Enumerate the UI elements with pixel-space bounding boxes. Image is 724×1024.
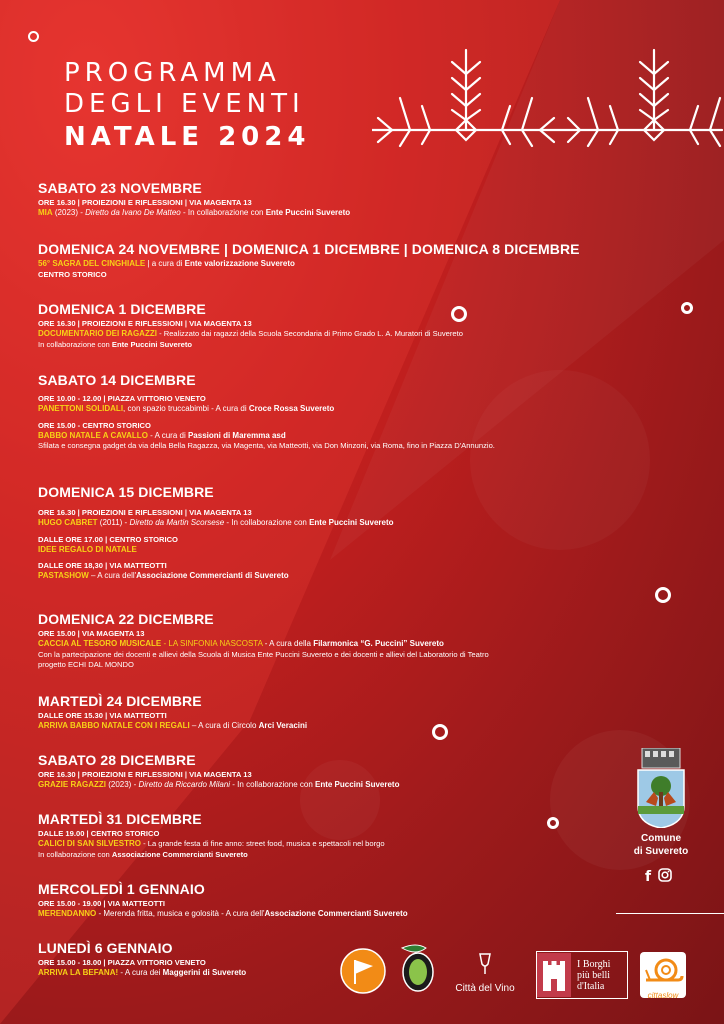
bandiera-arancione-logo [340, 948, 386, 999]
event [38, 829, 678, 860]
logo-label: cittaslow [647, 991, 679, 1000]
event-detail: - A cura di [147, 430, 188, 440]
event [38, 770, 678, 791]
event-org: Ente Puccini Suvereto [315, 780, 400, 789]
event-desc [38, 340, 678, 351]
event-meta: DALLE 19.00 | CENTRO STORICO [38, 829, 160, 838]
event-name: BABBO NATALE A CAVALLO [38, 430, 148, 440]
day-title: LUNEDÌ 6 GENNAIO [38, 940, 173, 956]
event-name: MIA [38, 208, 53, 217]
facebook-icon[interactable]: f [645, 869, 652, 885]
event-line [38, 208, 678, 219]
event-meta: ORE 15.00 - 18.00 | PIAZZA VITTORIO VENETO [38, 958, 206, 967]
wine-glass-icon [452, 952, 518, 978]
day-title: DOMENICA 24 NOVEMBRE | DOMENICA 1 DICEMBRE | DOMENICA 8 DICEMBRE [38, 241, 580, 257]
day-title: DOMENICA 22 DICEMBRE [38, 611, 214, 627]
event [38, 508, 678, 529]
day-title: SABATO 14 DICEMBRE [38, 372, 196, 388]
event [38, 421, 678, 452]
event [38, 711, 678, 732]
castle-icon [537, 953, 571, 997]
event-desc: Con la partecipazione dei docenti e allievi della Scuola di Musica Ente Puccini Suvereto e dei docenti e allievi del Laboratorio di Teatro [38, 649, 489, 659]
event-detail: - Merenda fritta, musica e golosità - A cura dell' [96, 909, 265, 918]
event-line [38, 839, 678, 850]
event-name: MERENDANNO [38, 909, 97, 918]
event-line [38, 639, 678, 650]
instagram-icon[interactable] [658, 868, 672, 882]
event-name: DOCUMENTARIO DEI RAGAZZI [38, 329, 157, 338]
comune-line-1: Comune [641, 833, 681, 844]
event-director: Diretto da Martin Scorsese [129, 518, 225, 527]
event-org: Associazione Commercianti Suvereto [111, 849, 248, 859]
event-meta: ORE 16.30 | PROIEZIONI E RIFLESSIONI | VIA MAGENTA 13 [38, 198, 252, 207]
title-line-3: NATALE 2024 [64, 122, 311, 152]
event-org: Ente Puccini Suvereto [265, 208, 351, 217]
day-block [38, 301, 678, 350]
day-block [38, 693, 678, 732]
event-detail: – A cura dell' [88, 571, 137, 580]
event [38, 198, 678, 219]
day-title: MERCOLEDÌ 1 GENNAIO [38, 881, 205, 897]
event-meta: ORE 16.30 | PROIEZIONI E RIFLESSIONI | VIA MAGENTA 13 [38, 770, 252, 779]
day-block [38, 241, 678, 280]
event-org: Associazione Commercianti di Suvereto [136, 571, 289, 580]
event-name: ARRIVA BABBO NATALE CON I REGALI [38, 721, 190, 730]
event-year: (2011) - [97, 518, 130, 527]
day-block [38, 611, 678, 671]
cittaslow-logo [640, 952, 686, 998]
event-detail: - A cura dei [118, 968, 163, 977]
event-sep: - In collaborazione con [224, 518, 310, 527]
event-desc: Sfilata e consegna gadget da via della Bella Ragazza, via Magenta, via Matteotti, via Don Minzoni, via Roma, fino in Piazza D'Annunzio. [38, 441, 495, 450]
day-block [38, 881, 678, 920]
event-desc [38, 850, 678, 861]
event-org: Ente valorizzazione Suvereto [184, 259, 295, 268]
event-meta: ORE 10.00 - 12.00 | PIAZZA VITTORIO VENETO [38, 394, 206, 403]
day-title: SABATO 23 NOVEMBRE [38, 180, 202, 196]
event-meta: ORE 15.00 - 19.00 | VIA MATTEOTTI [38, 899, 166, 908]
event-org: Arci Veracini [258, 721, 308, 730]
event-org: Filarmonica “G. Puccini” Suvereto [313, 639, 444, 648]
snowflake-icon [372, 44, 724, 154]
event-detail: - A cura della [262, 639, 314, 648]
citta-del-vino-logo [452, 952, 518, 994]
day-title: MARTEDÌ 31 DICEMBRE [38, 811, 202, 827]
bandiera-arancione-icon [340, 948, 386, 994]
day-block [38, 752, 678, 791]
decor-ring [28, 31, 39, 42]
desc-prefix: In collaborazione con [38, 339, 112, 349]
event-detail: | a cura di [145, 259, 185, 268]
olive-logo [396, 942, 440, 1003]
event-meta: DALLE ORE 15.30 | VIA MATTEOTTI [38, 711, 167, 720]
borghi-line-1: I Borghi [577, 958, 611, 970]
event-org: Ente Puccini Suvereto [309, 518, 394, 527]
event-sep: - In collaborazione con [180, 208, 266, 217]
day-block [38, 372, 678, 452]
olive-icon [396, 942, 440, 998]
day-block [38, 180, 678, 219]
event-subtitle: - LA SINFONIA NASCOSTA [161, 639, 263, 648]
event-detail: – A cura di Circolo [189, 721, 259, 730]
event-name: GRAZIE RAGAZZI [38, 780, 106, 789]
event-year: (2023) - [52, 208, 86, 217]
event-org: Maggerini di Suvereto [162, 968, 247, 977]
decor-ring [681, 302, 693, 314]
event-line [38, 518, 678, 529]
decor-ring [655, 587, 671, 603]
day-title: DOMENICA 1 DICEMBRE [38, 301, 206, 317]
event-name: IDEE REGALO DI NATALE [38, 544, 137, 554]
borghi-text [571, 959, 610, 992]
event-name: ARRIVA LA BEFANA! [38, 968, 119, 977]
title-line-1: PROGRAMMA [64, 58, 281, 88]
event-director: Diretto da Riccardo Milani [138, 780, 231, 789]
event-name: 56° SAGRA DEL CINGHIALE [38, 259, 146, 268]
event [38, 561, 678, 582]
event-org: Croce Rossa Suvereto [248, 404, 335, 413]
event-meta: ORE 16.30 | PROIEZIONI E RIFLESSIONI | VIA MAGENTA 13 [38, 319, 252, 328]
event-desc: progetto ECHI DAL MONDO [38, 660, 134, 669]
event-line [38, 259, 678, 270]
event-name: HUGO CABRET [38, 518, 98, 527]
logo-label: Città del Vino [455, 983, 515, 994]
event-meta: CENTRO STORICO [38, 269, 107, 279]
event-detail: - La grande festa di fine anno: street food, musica e spettacoli nel borgo [140, 839, 385, 848]
snail-icon [640, 952, 686, 986]
event-line [38, 909, 678, 920]
desc-prefix: In collaborazione con [38, 849, 112, 859]
divider [616, 913, 724, 914]
event-sep: - In collaborazione con [230, 780, 315, 789]
event-detail: - Realizzato dai ragazzi della Scuola Secondaria di Primo Grado L. A. Muratori di Suvereto [156, 329, 463, 338]
page-title [64, 58, 310, 154]
event-name: CACCIA AL TESORO MUSICALE [38, 639, 162, 648]
event-line [38, 545, 678, 556]
event-name: PASTASHOW [38, 571, 89, 580]
event-org: Ente Puccini Suvereto [111, 339, 193, 349]
event-org: Associazione Commercianti Suvereto [264, 909, 408, 918]
borghi-line-2: più belli [577, 969, 611, 981]
borghi-line-3: d'Italia [577, 980, 605, 992]
event-meta: ORE 15.00 | VIA MAGENTA 13 [38, 629, 145, 638]
event-name: PANETTONI SOLIDALI [38, 404, 124, 413]
coat-of-arms-icon [636, 748, 686, 828]
event-org: Passioni di Maremma asd [187, 430, 286, 440]
comune-label [628, 832, 694, 858]
comune-line-2: di Suvereto [633, 846, 689, 857]
event-line [38, 329, 678, 340]
title-line-2: DEGLI EVENTI [64, 89, 305, 119]
event-detail: , con spazio truccabimbi - A cura di [123, 404, 249, 413]
event [38, 394, 678, 415]
event-line [38, 780, 678, 791]
event [38, 259, 678, 280]
event-line [38, 721, 678, 732]
event-director: Diretto da Ivano De Matteo [85, 208, 181, 217]
event-meta: ORE 15.00 - CENTRO STORICO [38, 420, 151, 430]
event-line [38, 431, 678, 442]
event-line [38, 404, 678, 415]
event-meta: ORE 16.30 | PROIEZIONI E RIFLESSIONI | VIA MAGENTA 13 [38, 508, 252, 517]
borghi-logo [536, 951, 628, 999]
event-meta: DALLE ORE 17.00 | CENTRO STORICO [38, 534, 178, 544]
event [38, 899, 678, 920]
event-meta: DALLE ORE 18,30 | VIA MATTEOTTI [38, 561, 167, 570]
day-title: DOMENICA 15 DICEMBRE [38, 484, 214, 500]
event-year: (2023) - [106, 780, 139, 789]
social-links [645, 868, 672, 885]
day-block [38, 484, 678, 582]
event-name: CALICI DI SAN SILVESTRO [38, 839, 141, 848]
event [38, 535, 678, 556]
day-title: SABATO 28 DICEMBRE [38, 752, 196, 768]
event [38, 319, 678, 350]
event-line [38, 571, 678, 582]
event [38, 629, 678, 671]
day-block [38, 811, 678, 860]
day-title: MARTEDÌ 24 DICEMBRE [38, 693, 202, 709]
